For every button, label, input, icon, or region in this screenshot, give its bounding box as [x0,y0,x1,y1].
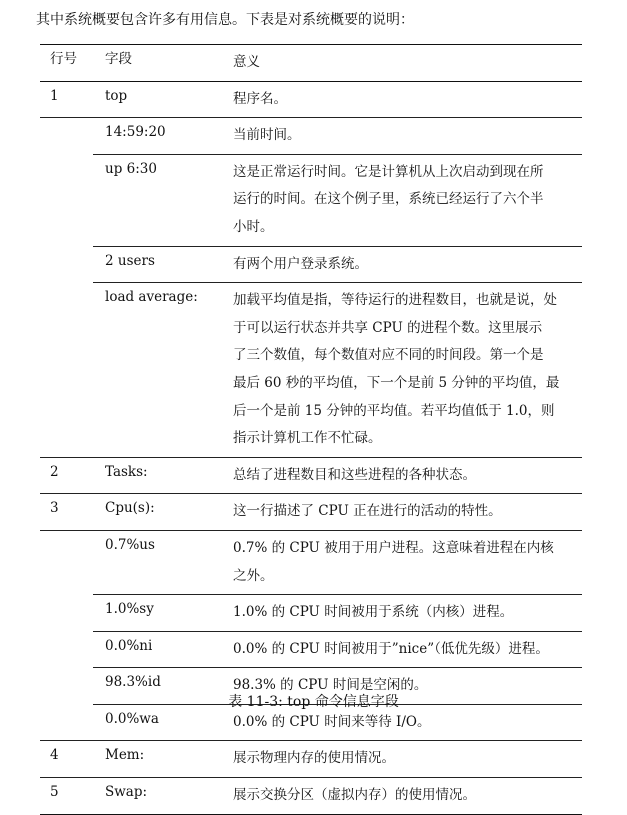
row-line-number: 1 [50,87,59,104]
table-row [93,531,582,595]
row-meaning: 这是正常运行时间。它是计算机从上次启动到现在所 运行的时间。在这个例子里，系统已经运行了六个半 小时。 [233,163,544,235]
header-line-number: 行号 [50,51,77,67]
row-line-number: 5 [50,784,59,801]
intro-paragraph: 其中系统概要包含许多有用信息。下表是对系统概要的说明： [36,12,414,28]
table-row [93,155,582,247]
row-field: 0.0%ni [105,637,153,654]
row-field: 1.0%sy [105,601,154,618]
table-row [40,741,582,778]
row-field: Swap: [105,784,148,801]
table-row [40,283,582,458]
row-field: 98.3%id [105,674,161,691]
row-meaning: 0.7% 的 CPU 被用于用户进程。这意味着进程在内核 之外。 [233,539,554,584]
table-row [93,247,582,284]
row-line-number: 3 [50,500,59,517]
row-meaning: 0.0% 的 CPU 时间来等待 I/O。 [233,713,431,730]
row-field: Tasks: [105,463,148,480]
table-row [40,778,582,815]
table-caption: 表 11-3: top 命令信息字段 [228,694,399,710]
table-row [93,118,582,155]
row-field: up 6:30 [105,160,157,177]
row-line-number: 4 [50,747,59,764]
table-row [40,458,582,495]
row-field: 0.7%us [105,536,155,553]
row-meaning: 这一行描述了 CPU 正在进行的活动的特性。 [233,503,502,520]
row-meaning: 有两个用户登录系统。 [233,255,368,272]
row-meaning: 总结了进程数目和这些进程的各种状态。 [233,466,476,483]
row-meaning: 加载平均值是指，等待运行的进程数目，也就是说，处 于可以运行状态并共享 CPU 的进程个数。这里展示 了三个数值，每个数值对应不同的时间段。第一个是 最后 60 秒的平均值，下一个是前 5 分钟的平均值，最 后一个是前 15 分钟的平均值。若平均值低于 1.0，则 指示计算机工作不忙碌。 [233,292,560,447]
row-field: load average: [105,289,198,306]
row-field: 0.0%wa [105,710,159,727]
row-meaning: 0.0% 的 CPU 时间被用于”nice”（低优先级）进程。 [233,640,549,657]
header-field: 字段 [105,51,132,67]
table-row [40,494,582,531]
table-row [40,82,582,119]
table-row [93,632,582,669]
row-field: Mem: [105,747,145,764]
row-field: 2 users [105,252,155,269]
row-meaning: 当前时间。 [233,127,301,144]
header-meaning: 意义 [233,54,260,70]
row-meaning: 程序名。 [233,90,287,107]
row-line-number: 2 [50,463,59,480]
row-meaning: 98.3% 的 CPU 时间是空闲的。 [233,677,428,694]
row-field: top [105,87,128,104]
row-meaning: 展示物理内存的使用情况。 [233,750,395,767]
row-field: 14:59:20 [105,124,166,141]
row-meaning: 展示交换分区（虚拟内存）的使用情况。 [233,787,476,804]
row-meaning: 1.0% 的 CPU 时间被用于系统（内核）进程。 [233,604,514,621]
row-field: Cpu(s): [105,500,155,517]
table-row [93,595,582,632]
table-header-row [40,44,582,82]
